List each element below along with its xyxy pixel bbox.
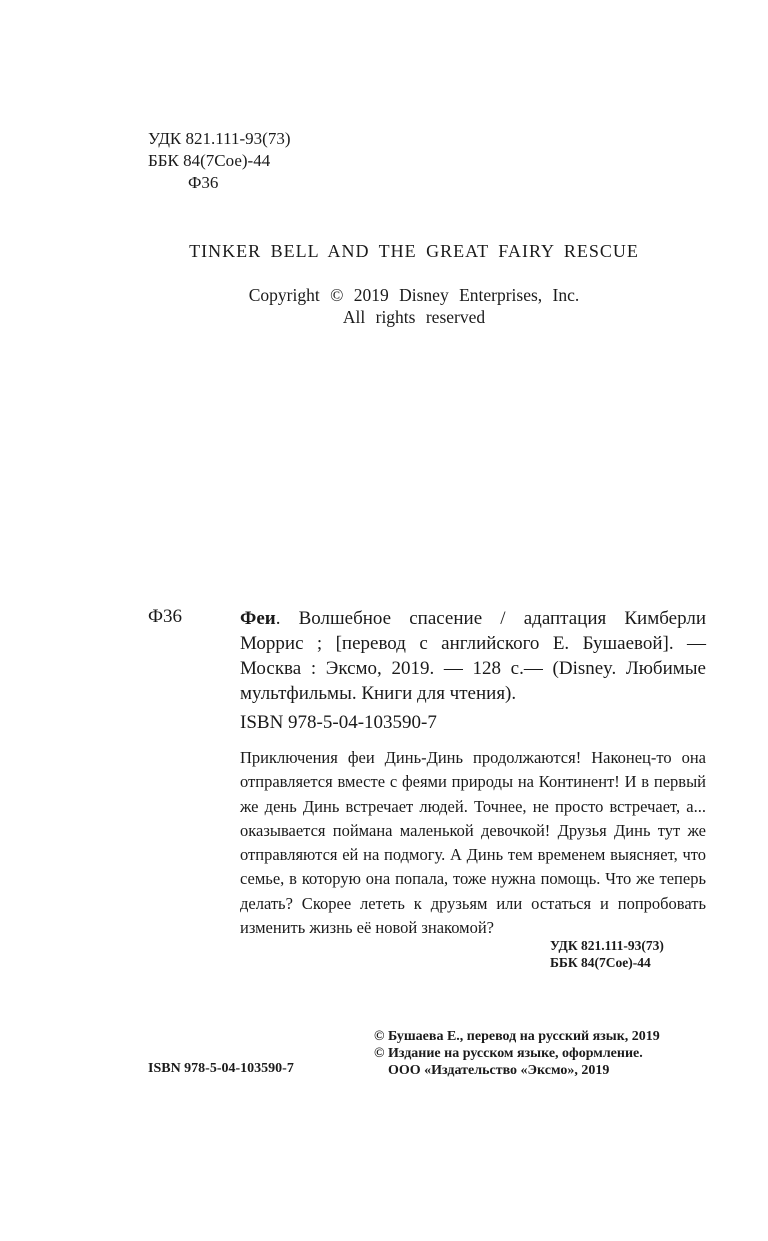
bbk-code: ББК 84(7Сое)-44 [148, 151, 271, 170]
copyright-line: Copyright © 2019 Disney Enterprises, Inc. [248, 285, 580, 305]
translation-rights: © Бушаева Е., перевод на русский язык, 2019 [374, 1029, 660, 1044]
footer-rights [374, 1028, 660, 1079]
annotation-bbk: ББК 84(7Сое)-44 [550, 955, 651, 970]
annotation-udk: УДК 821.111-93(73) [550, 938, 664, 953]
catalog-isbn: ISBN 978-5-04-103590-7 [240, 712, 437, 733]
footer-isbn: ISBN 978-5-04-103590-7 [148, 1061, 294, 1076]
catalog-description [240, 606, 706, 706]
annotation-text: Приключения феи Динь-Динь продолжаются! Наконец-то она отправляется вместе с феями природы на Континент! И в первый же день Динь встречает людей. Точнее, не просто встречает, а... оказывается поймана маленькой девочкой! Друзья Динь тут же отправляются ей на подмогу. А Динь тем временем выясняет, что семье, в которую она попала, тоже нужна помощь. Что же теперь делать? Скорее лететь к друзьям или остаться и попробовать изменить жизнь её новой знакомой? [240, 748, 706, 938]
copyright-block [0, 284, 768, 328]
original-title: TINKER BELL AND THE GREAT FAIRY RESCUE [189, 241, 639, 261]
annotation-codes [550, 937, 664, 971]
header-codes [148, 128, 290, 194]
catalog-text: . Волшебное спасение / адаптация Кимберли Моррис ; [перевод с английского Е. Бушаевой]. — Москва : Эксмо, 2019. — 128 с.— (Disney. Любимые мультфильмы. Книги для чтения). [240, 608, 706, 704]
author-mark: Ф36 [188, 173, 219, 192]
rights-reserved-line: All rights reserved [342, 307, 486, 327]
edition-rights: © Издание на русском языке, оформление. [374, 1046, 643, 1061]
catalog-title: Феи [240, 608, 276, 629]
udk-code: УДК 821.111-93(73) [148, 129, 291, 148]
publisher-rights: ООО «Издательство «Эксмо», 2019 [388, 1063, 610, 1078]
catalog-author-mark: Ф36 [148, 606, 183, 627]
